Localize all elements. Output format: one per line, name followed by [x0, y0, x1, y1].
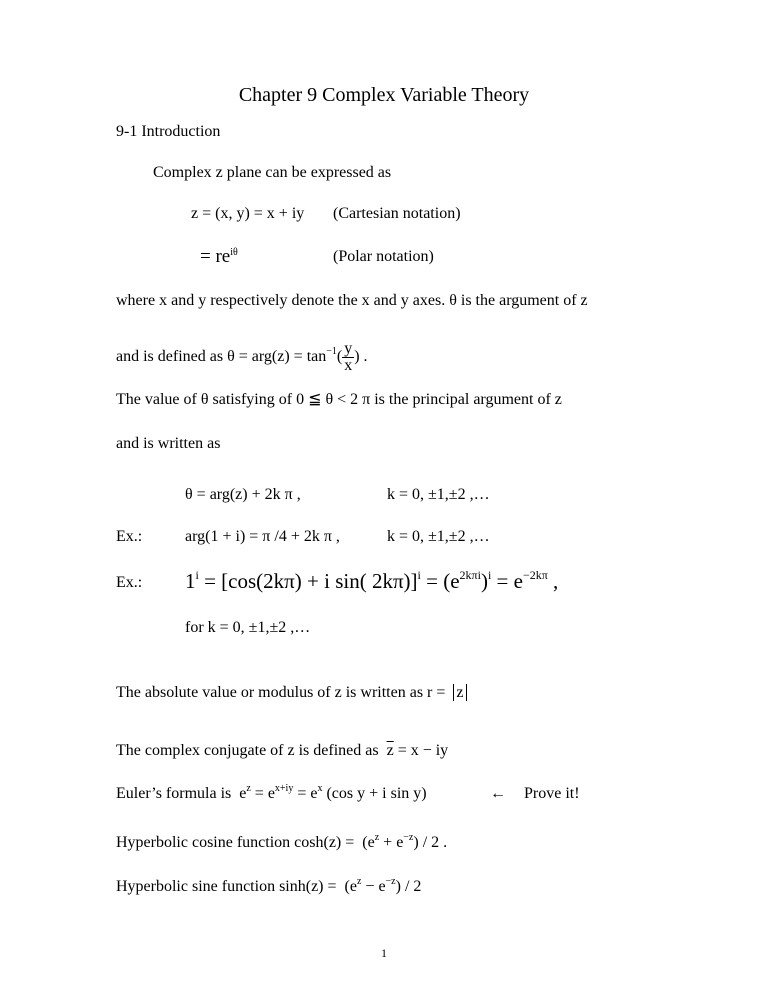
cartesian-equation: z = (x, y) = x + iy — [191, 205, 305, 222]
example2-equation — [185, 568, 559, 593]
eq-sup: z — [356, 876, 362, 887]
cosh-text: Hyperbolic cosine function cosh(z) = — [116, 834, 355, 851]
eq-part: ) / 2 — [395, 878, 422, 895]
conjugate-z: $\overline{z}$ — [386, 742, 394, 759]
polar-eq-base: = re — [200, 246, 231, 267]
conjugate-rest: = x − iy — [393, 742, 449, 759]
cosh-line — [116, 834, 447, 852]
modulus-z: z — [453, 684, 466, 701]
page-number: 1 — [381, 946, 387, 960]
eq-part: = e — [491, 569, 523, 593]
modulus-line — [116, 684, 467, 702]
eq-sup: 2kπi — [459, 568, 481, 582]
eq-part: = e — [293, 785, 318, 802]
eq-part: = (e — [420, 569, 460, 593]
eq-sup: −z — [385, 876, 396, 887]
k-values: k = 0, ±1,±2 ,… — [387, 486, 490, 503]
sinh-text: Hyperbolic sine function sinh(z) = — [116, 878, 337, 895]
definition-period: . — [363, 348, 368, 366]
polar-equation — [200, 248, 238, 267]
chapter-title: Chapter 9 Complex Variable Theory — [238, 84, 530, 106]
sinh-line — [116, 878, 421, 896]
example2-for: for k = 0, ±1,±2 ,… — [185, 619, 311, 636]
example2-label: Ex.: — [116, 574, 143, 591]
eq-part: (e — [344, 878, 357, 895]
example1-equation: arg(1 + i) = π /4 + 2k π , — [185, 528, 340, 545]
eq-part: , — [547, 569, 559, 593]
eq-sup: i — [195, 568, 199, 582]
eq-part: ) — [480, 569, 488, 593]
cartesian-label: (Cartesian notation) — [333, 205, 461, 222]
theta-equation: θ = arg(z) + 2k π , — [185, 486, 301, 503]
euler-text: Euler’s formula is — [116, 785, 232, 802]
fraction-denominator: x — [344, 357, 353, 374]
eq-part: (cos y + i sin y) — [322, 785, 427, 802]
eq-sup: −z — [403, 832, 414, 843]
polar-eq-sup: iθ — [230, 247, 238, 258]
polar-label: (Polar notation) — [333, 248, 434, 265]
definition-text: and is defined as θ = arg(z) = tan — [116, 348, 327, 366]
intro-text: Complex z plane can be expressed as — [153, 164, 392, 181]
prove-it-text: Prove it! — [524, 785, 580, 802]
eq-part: = [cos(2kπ) + i sin( 2kπ)] — [198, 569, 418, 593]
eq-part: − e — [361, 878, 386, 895]
written-as-text: and is written as — [116, 435, 221, 452]
eq-part: (e — [362, 834, 375, 851]
eq-sup: z — [374, 832, 380, 843]
eq-part: ) / 2 . — [413, 834, 448, 851]
where-text: where x and y respectively denote the x and y axes. θ is the argument of z — [116, 292, 588, 309]
conjugate-line — [116, 742, 448, 760]
eq-sup: i — [417, 568, 421, 582]
eq-part: 1 — [185, 569, 196, 593]
modulus-text: The absolute value or modulus of z is written as r = — [116, 684, 446, 701]
eq-part: = e — [250, 785, 275, 802]
eq-part: + e — [379, 834, 404, 851]
inverse-sup: −1 — [326, 346, 337, 358]
eq-sup: i — [487, 568, 492, 582]
eq-sup: z — [246, 783, 251, 794]
principal-text: The value of θ satisfying of 0 ≦ θ < 2 π is the principal argument of z — [116, 391, 562, 408]
section-heading: 9-1 Introduction — [116, 123, 221, 140]
example1-label: Ex.: — [116, 528, 143, 545]
left-arrow: ← — [490, 785, 506, 802]
eq-sup: x — [317, 783, 323, 794]
eq-part: e — [239, 785, 247, 802]
fraction — [342, 341, 354, 374]
eq-sup: x+iy — [274, 783, 294, 794]
example1-k-values: k = 0, ±1,±2 ,… — [387, 528, 490, 545]
conjugate-text: The complex conjugate of z is defined as — [116, 742, 379, 759]
eq-sup: −2kπ — [522, 568, 548, 582]
fraction-numerator: y — [344, 340, 353, 357]
euler-line — [116, 785, 427, 803]
definition-line: and is defined as $\theta = arg(z) = \tan^{-1}$( $\frac{y}{x}$ ) . — [116, 340, 368, 374]
